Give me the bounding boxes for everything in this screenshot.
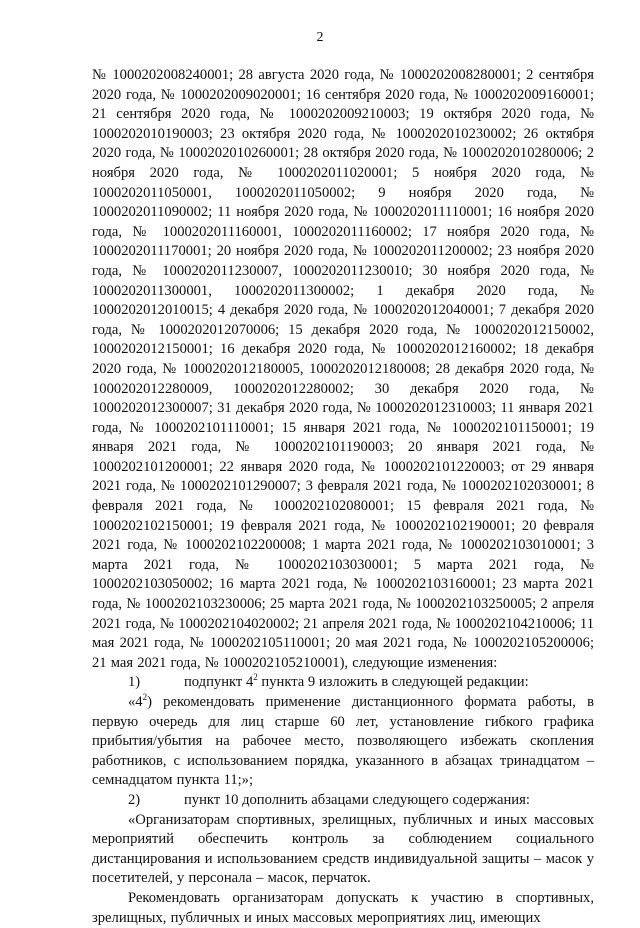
page-number: 2 xyxy=(316,30,324,45)
quote-1-superscript: 2 xyxy=(142,692,148,703)
list-item-1-text-post: пункта 9 изложить в следующей редакции: xyxy=(257,674,529,691)
document-body xyxy=(92,66,594,928)
list-item-2-number: 2) xyxy=(128,791,141,808)
last-paragraph: Рекомендовать организаторам допускать к участию в спортивных, зрелищных, публичных и иных массовых мероприятиях лиц, имеющих xyxy=(92,889,594,926)
list-item-1-number: 1) xyxy=(128,674,141,691)
quote-1-post: ) рекомендовать применение дистанционного формата работы, в первую очередь для лиц старше 60 лет, установление гибкого графика прибытия/убытия на рабочее место, позволяющего избежать скопления работников, с использованием порядка, указанного в абзацах тринадцатом – семнадцатом пункта 11;»; xyxy=(92,694,594,789)
list-item-1-text-pre: подпункт 4 xyxy=(184,674,254,691)
decree-list-paragraph: № 1000202008240001; 28 августа 2020 года, № 1000202008280001; 2 сентября 2020 года, № 1000202009020001; 16 сентября 2020 года, № 1000202009160001; 21 сентября 2020 года, № 1000202009210003; 19 октября 2020 года, № 1000202010190003; 23 октября 2020 года, № 1000202010230002; 26 октября 2020 года, № 1000202010260001; 28 октября 2020 года, № 1000202010280006; 2 ноября 2020 года, № 1000202011020001; 5 ноября 2020 года, № 1000202011050001, 1000202011050002; 9 ноября 2020 года, № 1000202011090002; 11 ноября 2020 года, № 1000202011110001; 16 ноября 2020 года, № 1000202011160001, 1000202011160002; 17 ноября 2020 года, № 1000202011170001; 20 ноября 2020 года, № 1000202011200002; 23 ноября 2020 года, № 1000202011230007, 1000202011230010; 30 ноября 2020 года, № 1000202011300001, 1000202011300002; 1 декабря 2020 года, № 1000202012010015; 4 декабря 2020 года, № 1000202012040001; 7 декабря 2020 года, № 1000202012070006; 15 декабря 2020 года, № 1000202012150002, 1000202012150001; 16 декабря 2020 года, № 1000202012160002; 18 декабря 2020 года, № 1000202012180005, 1000202012180008; 28 декабря 2020 года, № 1000202012280009, 1000202012280002; 30 декабря 2020 года, № 1000202012300007; 31 декабря 2020 года, № 1000202012310003; 11 января 2021 года, № 1000202101110001; 15 января 2021 года, № 1000202101150001; 19 января 2021 года, № 1000202101190003; 20 января 2021 года, № 1000202101200001; 22 января 2020 года, № 1000202101220003; от 29 января 2021 года, № 1000202101290007; 3 февраля 2021 года, № 1000202102030001; 8 февраля 2021 года, № 1000202102080001; 15 февраля 2021 года, № 1000202102150001; 19 февраля 2021 года, № 1000202102190001; 20 февраля 2021 года, № 1000202102200008; 1 марта 2021 года, № 1000202103010001; 3 марта 2021 года, № 1000202103030001; 5 марта 2021 года, № 1000202103050002; 16 марта 2021 года, № 1000202103160001; 23 марта 2021 года, № 1000202103230006; 25 марта 2021 года, № 1000202103250005; 2 апреля 2021 года, № 1000202104020002; 21 апреля 2021 года, № 1000202104210006; 11 мая 2021 года, № 1000202105110001; 20 мая 2021 года, № 1000202105200006; 21 мая 2021 года, № 1000202105210001), следующие изменения: xyxy=(92,67,594,671)
list-item-1 xyxy=(92,673,594,693)
quote-paragraph-1 xyxy=(92,693,594,791)
list-item-1-superscript: 2 xyxy=(253,672,258,683)
list-item-2-text: пункт 10 дополнить абзацами следующего содержания: xyxy=(184,791,530,808)
quote-1-pre: «4 xyxy=(128,694,143,710)
quote-paragraph-2: «Организаторам спортивных, зрелищных, публичных и иных массовых мероприятий обеспечить контроль за соблюдением социального дистанцирования и использованием средств индивидуальной защиты – масок у посетителей, у персонала – масок, перчаток. xyxy=(92,811,594,887)
list-item-2 xyxy=(92,791,594,811)
